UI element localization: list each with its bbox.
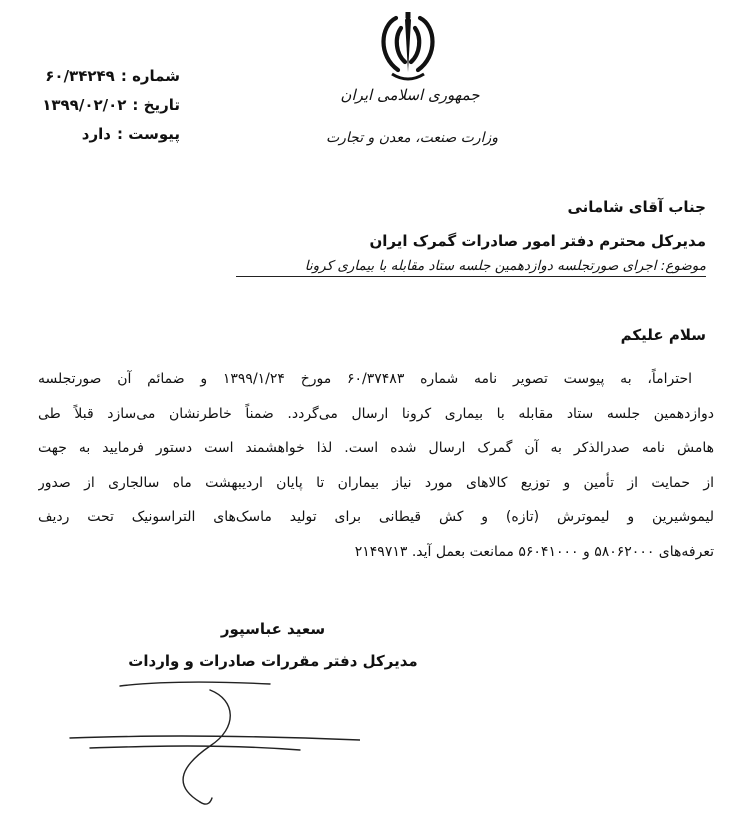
body-line: دوازدهمین جلسه ستاد مقابله با بیماری کرونا ارسال می‌گردد. ضمناً خاطرنشان می‌سازد قبلاً طی: [38, 405, 714, 422]
attachment-value: دارد: [81, 125, 111, 143]
letter-number-label: شماره :: [120, 67, 180, 85]
letter-date-value: ۱۳۹۹/۰۲/۰۲: [42, 96, 127, 114]
recipient-name: جناب آقای شامانی: [567, 198, 706, 216]
greeting: سلام علیکم: [620, 326, 706, 344]
body-line: هامش نامه صدرالذکر به آن گمرک ارسال شده است. لذا خواهشمند است دستور فرمایید به جهت: [38, 440, 714, 456]
body-line: از حمایت از تأمین و توزیع کالاهای مورد نیاز بیماران تا پایان اردیبهشت ماه سالجاری از صدور: [38, 474, 714, 491]
ministry-name: وزارت صنعت، معدن و تجارت: [325, 130, 499, 146]
body-line: لیموشیرین و لیموترش (تازه) و کش قیطانی برای تولید ماسک‌های التراسونیک تحت ردیف: [38, 509, 714, 525]
subject-line: موضوع: اجرای صورتجلسه دوازدهمین جلسه ستاد مقابله با بیماری کرونا: [236, 258, 706, 277]
attachment-label: پیوست :: [116, 125, 180, 143]
letter-number-value: ۶۰/۳۴۲۴۹: [45, 67, 115, 85]
iran-emblem-icon: [372, 10, 444, 84]
letter-date-row: [20, 91, 180, 120]
body-line: تعرفه‌های ۵۸۰۶۲۰۰۰ و ۵۶۰۴۱۰۰۰ ممانعت بعمل آید. ۲۱۴۹۷۱۳: [354, 543, 714, 560]
letter-number-row: [20, 62, 180, 91]
government-name: جمهوری اسلامی ایران: [340, 86, 480, 104]
letter-body: [38, 362, 714, 569]
body-line: احتراماً، به پیوست تصویر نامه شماره ۶۰/۳۷۴۸۳ مورخ ۱۳۹۹/۱/۲۴ و ضمائم آن صورتجلسه: [38, 371, 693, 387]
letter-date-label: تاریخ :: [132, 96, 180, 114]
signer-block: [128, 612, 418, 676]
signer-name: سعید عباسپور: [220, 620, 326, 638]
handwritten-signature: [60, 672, 360, 822]
recipient-title: مدیرکل محترم دفتر امور صادرات گمرک ایران: [369, 232, 706, 250]
attachment-row: [20, 120, 180, 149]
signer-title: مدیرکل دفتر مقررات صادرات و واردات: [128, 652, 418, 670]
recipient-block: [369, 190, 706, 258]
document-meta: [20, 62, 180, 149]
